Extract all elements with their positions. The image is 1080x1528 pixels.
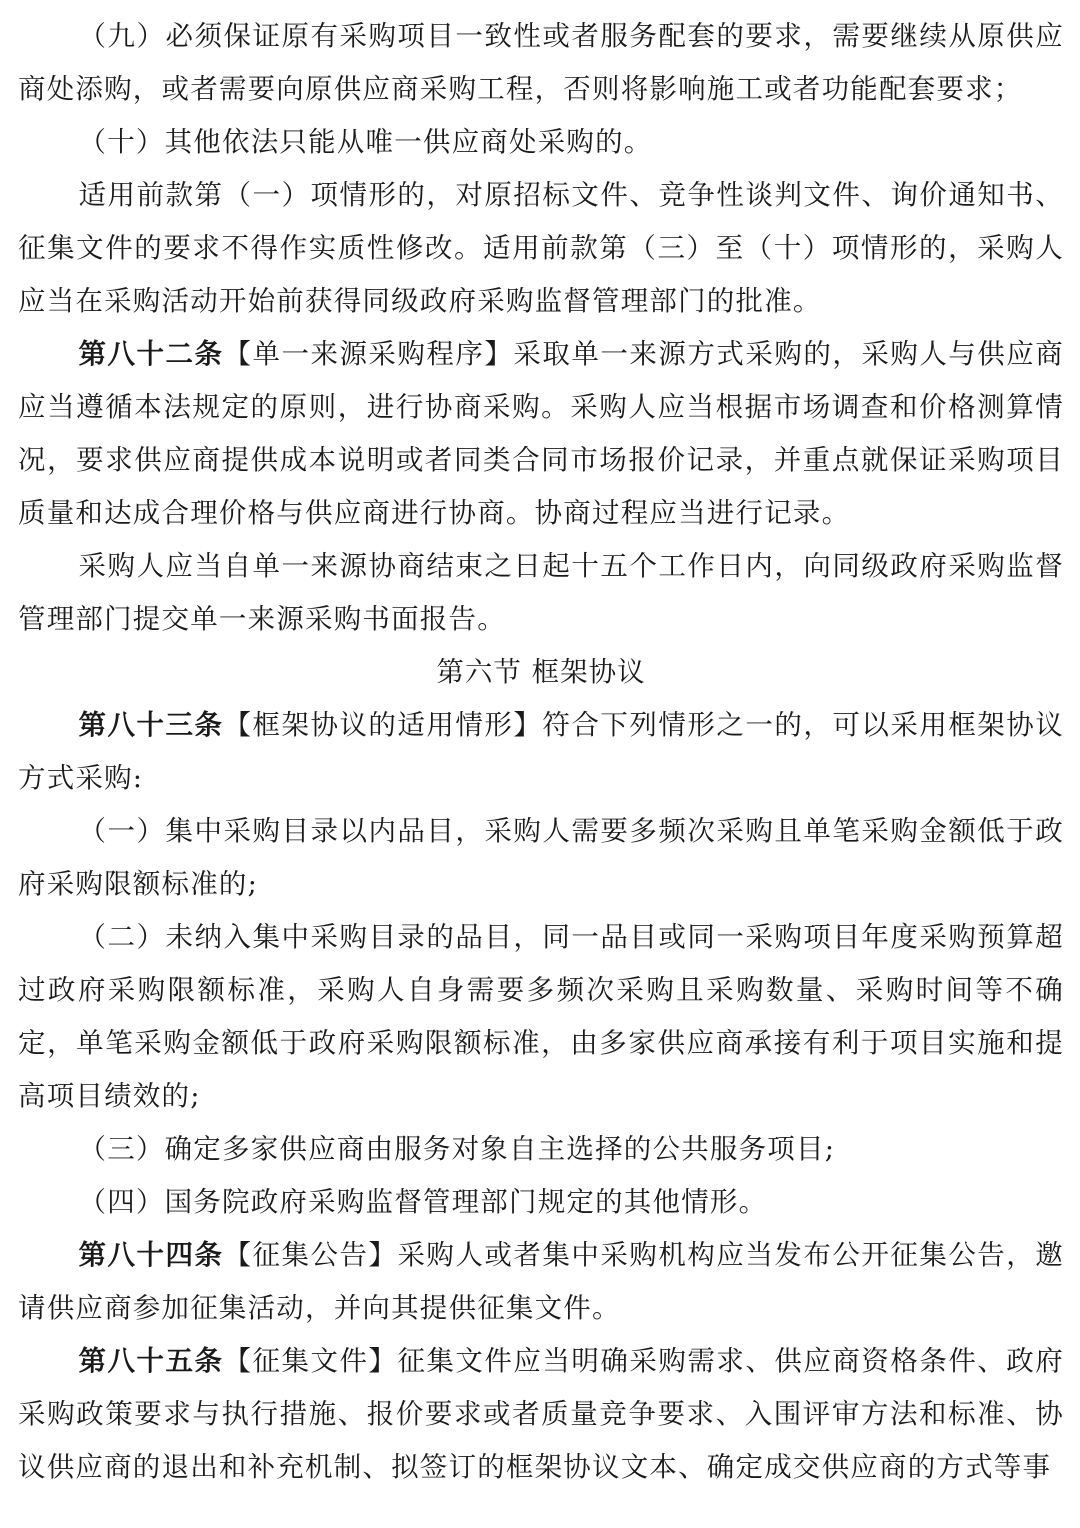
article-85 xyxy=(18,1335,1064,1494)
article-title: 【征集文件】 xyxy=(223,1345,398,1377)
article-number: 第八十五条 xyxy=(78,1345,224,1377)
section-heading: 第六节 框架协议 xyxy=(436,656,646,688)
article-title: 【征集公告】 xyxy=(223,1239,398,1271)
article-number: 第八十二条 xyxy=(78,338,224,370)
article-title: 【单一来源采购程序】 xyxy=(223,338,514,370)
paragraph-item-4: （四）国务院政府采购监督管理部门规定的其他情形。 xyxy=(78,1186,768,1218)
article-body: 采取单一来源方式采购的，采购人与供应商应当遵循本法规定的原则，进行协商采购。采购人应当根据市场调查和价格测算情况，要求供应商提供成本说明或者同类合同市场报价记录，并重点就保证采购项目质量和达成合理价格与供应商进行协商。协商过程应当进行记录。 xyxy=(18,338,1064,529)
article-84 xyxy=(18,1229,1064,1335)
paragraph-applicability: 适用前款第（一）项情形的，对原招标文件、竞争性谈判文件、询价通知书、征集文件的要求不得作实质性修改。适用前款第（三）至（十）项情形的，采购人应当在采购活动开始前获得同级政府采购监督管理部门的批准。 xyxy=(18,179,1064,317)
article-number: 第八十四条 xyxy=(78,1239,224,1271)
article-body: 符合下列情形之一的，可以采用框架协议方式采购: xyxy=(18,709,1064,794)
paragraph-item-3: （三）确定多家供应商由服务对象自主选择的公共服务项目; xyxy=(78,1133,836,1165)
article-title: 【框架协议的适用情形】 xyxy=(223,709,543,741)
paragraph-item-1: （一）集中采购目录以内品目，采购人需要多频次采购且单笔采购金额低于政府采购限额标准的; xyxy=(18,815,1064,900)
article-body: 征集文件应当明确采购需求、供应商资格条件、政府采购政策要求与执行措施、报价要求或者质量竞争要求、入围评审方法和标准、协议供应商的退出和补充机制、拟签订的框架协议文本、确定成交供应商的方式等事 xyxy=(18,1345,1064,1483)
paragraph-item-10: （十）其他依法只能从唯一供应商处采购的。 xyxy=(78,126,653,158)
paragraph-report: 采购人应当自单一来源协商结束之日起十五个工作日内，向同级政府采购监督管理部门提交单一来源采购书面报告。 xyxy=(18,550,1064,635)
paragraph-item-2: （二）未纳入集中采购目录的品目，同一品目或同一采购项目年度采购预算超过政府采购限额标准，采购人自身需要多频次采购且采购数量、采购时间等不确定，单笔采购金额低于政府采购限额标准，由多家供应商承接有利于项目实施和提高项目绩效的; xyxy=(18,921,1064,1112)
document-page xyxy=(18,10,1064,1494)
article-body: 采购人或者集中采购机构应当发布公开征集公告，邀请供应商参加征集活动，并向其提供征集文件。 xyxy=(18,1239,1064,1324)
paragraph-item-9: （九）必须保证原有采购项目一致性或者服务配套的要求，需要继续从原供应商处添购，或者需要向原供应商采购工程，否则将影响施工或者功能配套要求； xyxy=(18,20,1064,105)
article-82 xyxy=(18,328,1064,540)
article-number: 第八十三条 xyxy=(78,709,224,741)
article-83 xyxy=(18,699,1064,805)
